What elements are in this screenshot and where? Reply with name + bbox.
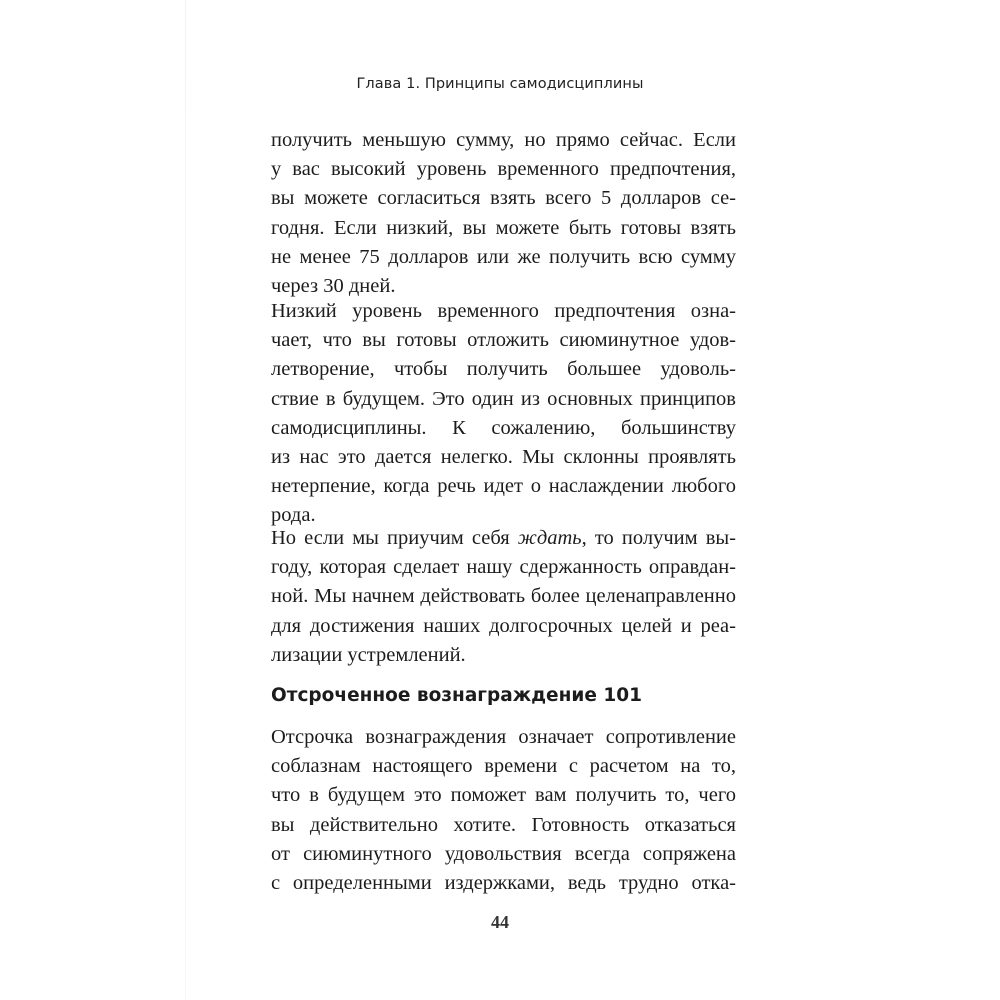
text-line: что в будущем это поможет вам получить то, чего (271, 784, 736, 807)
text-line: годня. Если низкий, вы можете быть готовы взять (271, 216, 736, 239)
paragraph-4 (271, 723, 736, 898)
paragraph-1 (271, 126, 736, 301)
paragraph-2 (271, 297, 736, 531)
text-line: от сиюминутного удовольствия всегда сопряжена (271, 842, 736, 865)
text-line: с определенными издержками, ведь трудно отка- (271, 872, 736, 895)
text-line: летворение, чтобы получить большее удоволь- (271, 358, 736, 381)
text-line: рода. (271, 504, 316, 527)
text-fragment: , то получим вы- (581, 527, 737, 549)
text-line: для достижения наших долгосрочных целей и реа- (271, 614, 736, 637)
running-header: Глава 1. Принципы самодисциплины (356, 76, 644, 92)
text-line: через 30 дней. (271, 275, 396, 298)
text-line: получить меньшую сумму, но прямо сейчас. Если (271, 129, 736, 151)
text-line: у вас высокий уровень временного предпочтения, (271, 158, 736, 181)
page-number: 44 (491, 912, 509, 932)
text-line: Низкий уровень временного предпочтения озна- (271, 300, 736, 322)
emphasized-word: ждать (517, 527, 582, 549)
paragraph-3 (271, 524, 736, 670)
text-line: соблазнам настоящего времени с расчетом на то, (271, 755, 736, 778)
section-heading: Отсроченное вознаграждение 101 (271, 685, 642, 706)
text-line: вы можете согласиться взять всего 5 долларов се- (271, 187, 736, 210)
text-line: из нас это дается нелегко. Мы склонны проявлять (271, 446, 736, 469)
text-line: лизации устремлений. (271, 643, 466, 666)
text-line: Отсрочка вознаграждения означает сопротивление (271, 726, 736, 748)
text-line: вы действительно хотите. Готовность отказаться (271, 813, 736, 836)
text-line: чает, что вы готовы отложить сиюминутное удов- (271, 329, 736, 352)
text-line: нетерпение, когда речь идет о наслаждении любого (271, 475, 736, 498)
text-line: самодисциплины. К сожалению, большинству (271, 416, 736, 439)
text-line: не менее 75 долларов или же получить всю сумму (271, 245, 736, 268)
text-line: ствие в будущем. Это один из основных принципов (271, 387, 736, 410)
text-fragment: Но если мы приучим себя (271, 527, 518, 549)
page-fold-shadow (185, 0, 186, 1000)
text-line: году, которая сделает нашу сдержанность оправдан- (271, 556, 736, 579)
text-line (271, 524, 736, 553)
text-line: ной. Мы начнем действовать более целенаправленно (271, 585, 736, 608)
